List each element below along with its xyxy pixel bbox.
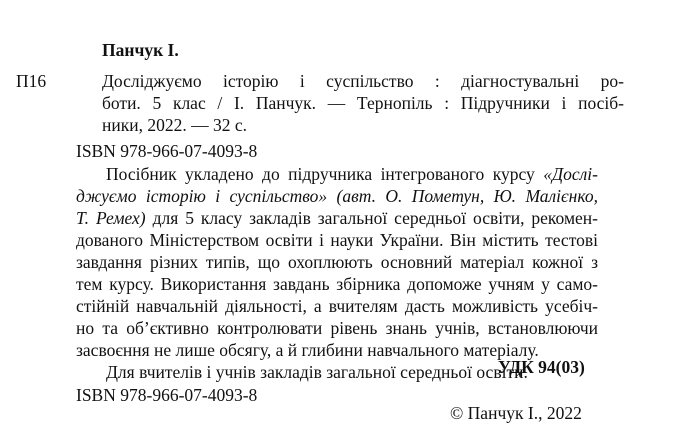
udk-code: УДК 94(03): [498, 357, 585, 377]
annotation-title-italic: «Дослі-: [543, 164, 598, 184]
annotation-line-7: стійній навчальній діяльності, а вчителям дасть можливість усебіч-: [76, 296, 598, 316]
annotation-authors-italic: Т. Ремех): [76, 208, 146, 228]
annotation-line-4: дованого Міністерством освіти і науки України. Він містить тестові: [76, 230, 598, 250]
copyright-notice: © Панчук І., 2022: [450, 403, 582, 423]
author-name: Панчук І.: [102, 40, 179, 60]
annotation-audience: Для вчителів і учнів закладів загальної середньої освіти.: [106, 362, 528, 382]
bib-line-3: ники, 2022. — 32 с.: [102, 115, 247, 135]
bibliographic-description: [102, 70, 624, 136]
annotation-line-6: тем курсу. Використання завдань збірника допоможе учням у само-: [76, 274, 598, 294]
annotation-line-1: [76, 163, 598, 185]
isbn-bottom: ISBN 978-966-07-4093-8: [76, 385, 258, 405]
bib-line-1: Досліджуємо історію і суспільство : діагностувальні ро-: [102, 71, 624, 91]
bbk-code: П16: [16, 71, 47, 91]
isbn-top: ISBN 978-966-07-4093-8: [76, 141, 258, 161]
annotation-text: Посібник укладено до підручника інтегрованого курсу: [106, 164, 544, 184]
annotation-line-3: [76, 207, 598, 229]
annotation: [76, 163, 598, 383]
annotation-line-8: но та об’єктивно контролювати рівень знань учнів, встановлюючи: [76, 318, 598, 338]
annotation-line-9: засвоєння не лише обсягу, а й глибини навчального матеріалу.: [76, 340, 539, 360]
annotation-line-5: завдання різних типів, що охоплюють основний матеріал кожної з: [76, 252, 598, 272]
bib-line-2: боти. 5 клас / І. Панчук. — Тернопіль : Підручники і посіб-: [102, 93, 624, 113]
annotation-text: для 5 класу закладів загальної середньої освіти, рекомен-: [145, 208, 598, 228]
annotation-line-2: джуємо історію і суспільство» (авт. О. Пометун, Ю. Малієнко,: [76, 186, 598, 206]
